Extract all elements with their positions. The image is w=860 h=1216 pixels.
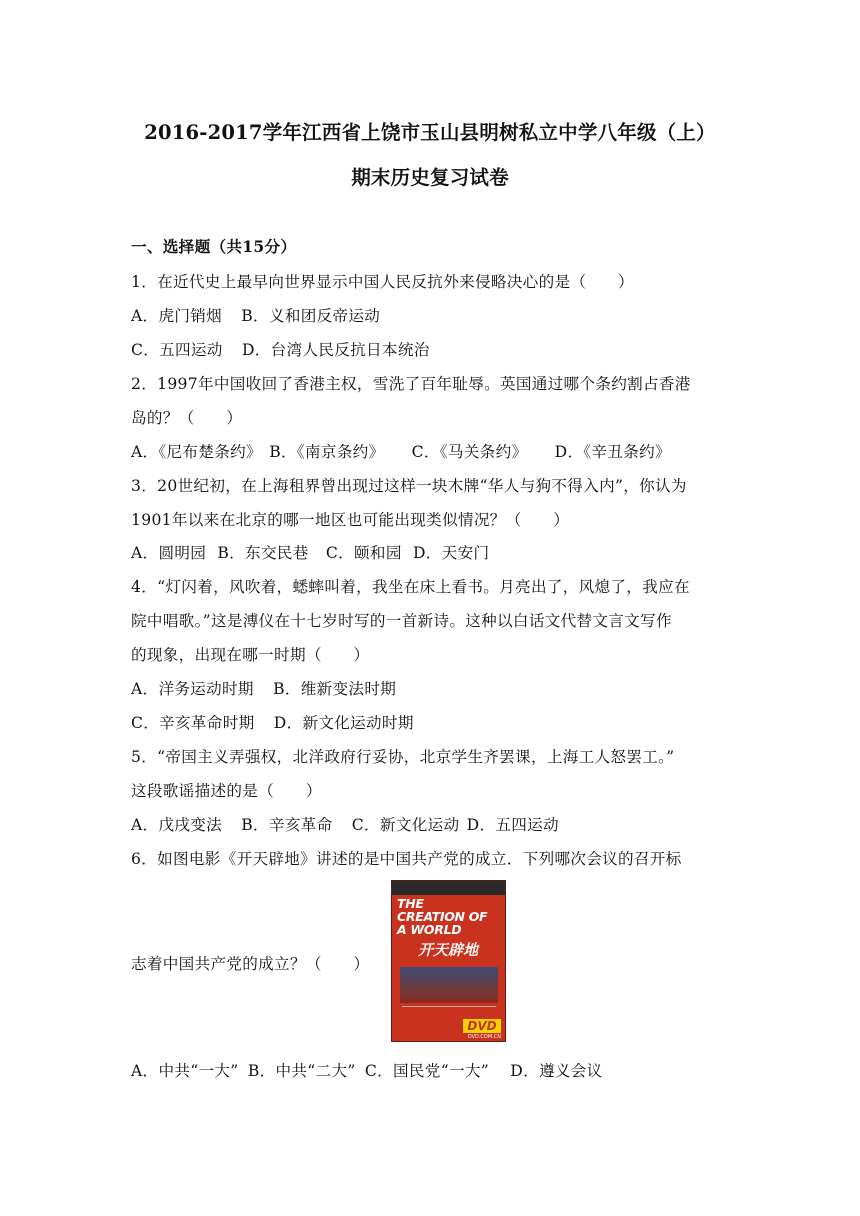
- question-5-stem-line1: 5．“帝国主义弄强权，北洋政府行妥协，北京学生齐罢课，上海工人怒罢工。”: [131, 748, 675, 766]
- exam-title-line2: 期末历史复习试卷: [351, 166, 509, 189]
- question-6-stem-line1: 6．如图电影《开天辟地》讲述的是中国共产党的成立．下列哪次会议的召开标: [131, 850, 682, 868]
- question-3-stem-line2: 1901年以来在北京的哪一地区也可能出现类似情况？（ ）: [131, 511, 570, 529]
- question-4-options-row2: [131, 711, 731, 733]
- poster-top-strip: [392, 881, 505, 895]
- movie-poster-image: [391, 880, 506, 1042]
- question-4-stem-line3: 的现象，出现在哪一时期（ ）: [131, 646, 370, 664]
- question-1-options-row2: [131, 338, 731, 360]
- question-2-stem-line2: 岛的？（ ）: [131, 409, 243, 427]
- q5-option-a: A．戊戌变法: [131, 816, 223, 834]
- exam-title-line1: 2016-2017学年江西省上饶市玉山县明树私立中学八年级（上）: [144, 121, 716, 144]
- q2-option-d: D．《辛丑条约》: [554, 443, 671, 461]
- q6-option-b: B．中共“二大”: [247, 1062, 356, 1080]
- question-5-options: [131, 813, 731, 835]
- q1-option-d: D．台湾人民反抗日本统治: [241, 341, 430, 359]
- q3-option-c: C．颐和园: [325, 544, 402, 562]
- poster-en-line3: A WORLD: [397, 922, 462, 937]
- question-3-stem-line1: 3．20世纪初，在上海租界曾出现过这样一块木牌“华人与狗不得入内”，你认为: [131, 477, 687, 495]
- q5-option-d: D．五四运动: [466, 816, 559, 834]
- question-6-options: [131, 1059, 731, 1081]
- q1-option-c: C．五四运动: [131, 341, 223, 359]
- poster-site-text: DVD.COM.CN: [467, 1034, 501, 1040]
- poster-dvd-badge: DVD: [463, 1019, 501, 1033]
- poster-crowd-photo: [400, 967, 498, 1003]
- question-5-stem-line2: 这段歌谣描述的是（ ）: [131, 782, 322, 800]
- question-3-options: [131, 541, 731, 563]
- question-6-stem-line2: 志着中国共产党的成立？（ ）: [131, 955, 370, 973]
- question-4-stem-line1: 4．“灯闪着，风吹着，蟋蟀叫着，我坐在床上看书。月亮出了，风熄了，我应在: [131, 578, 690, 596]
- question-2-options: [131, 440, 731, 462]
- question-1-options-row1: [131, 304, 731, 326]
- poster-chinese-title: 开天辟地: [418, 941, 479, 959]
- q3-option-b: B．东交民巷: [217, 544, 309, 562]
- q2-option-b: B．《南京条约》: [269, 443, 385, 461]
- q5-option-c: C．新文化运动: [351, 816, 460, 834]
- q4-option-a: A．洋务运动时期: [131, 680, 254, 698]
- poster-en-line1: THE: [397, 896, 424, 911]
- q2-option-a: A．《尼布楚条约》: [131, 443, 262, 461]
- question-1-stem: 1．在近代史上最早向世界显示中国人民反抗外来侵略决心的是（ ）: [131, 273, 634, 291]
- question-4-options-row1: [131, 677, 731, 699]
- q3-option-d: D．天安门: [412, 544, 490, 562]
- q1-option-b: B．义和团反帝运动: [241, 307, 381, 325]
- q6-option-d: D．遵义会议: [510, 1062, 603, 1080]
- q1-option-a: A．虎门销烟: [131, 307, 223, 325]
- q5-option-b: B．辛亥革命: [241, 816, 333, 834]
- q2-option-c: C．《马关条约》: [411, 443, 528, 461]
- poster-english-title: [397, 897, 502, 936]
- question-4-stem-line2: 院中唱歌。”这是溥仪在十七岁时写的一首新诗。这种以白话文代替文言文写作: [131, 612, 672, 630]
- q3-option-a: A．圆明园: [131, 544, 207, 562]
- q6-option-c: C．国民党“一大”: [364, 1062, 490, 1080]
- q4-option-c: C．辛亥革命时期: [131, 714, 255, 732]
- q4-option-b: B．维新变法时期: [273, 680, 397, 698]
- question-2-stem-line1: 2．1997年中国收回了香港主权，雪洗了百年耻辱。英国通过哪个条约割占香港: [131, 375, 691, 393]
- q6-option-a: A．中共“一大”: [131, 1062, 239, 1080]
- poster-en-line2: CREATION OF: [397, 909, 488, 924]
- q4-option-d: D．新文化运动时期: [273, 714, 414, 732]
- section-heading: 一、选择题（共15分）: [131, 237, 297, 256]
